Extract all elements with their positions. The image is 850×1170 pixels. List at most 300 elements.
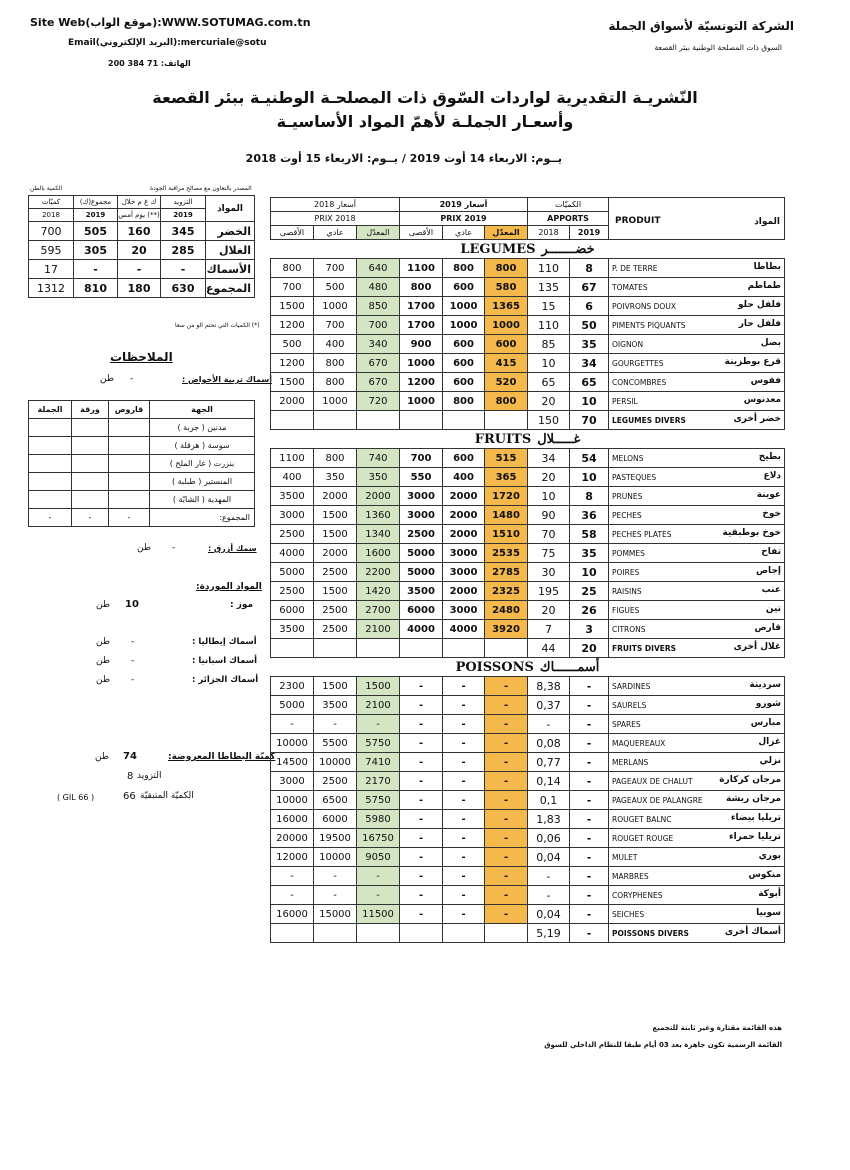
product-cell: [609, 506, 785, 525]
price2018-cell: 500: [271, 335, 314, 354]
price2018-cell: 670: [357, 373, 400, 392]
ports-h-caisse: قاروص: [109, 401, 150, 419]
ports-row: [29, 455, 255, 473]
price2019-cell: -: [443, 772, 485, 791]
section-title-ar: خضـــــــر: [541, 241, 595, 257]
price2018-cell: 350: [357, 468, 400, 487]
price2019-cell: 2000: [443, 582, 485, 601]
h-produit-cell: [609, 198, 785, 240]
qty2019-cell: 65: [570, 373, 609, 392]
price2018-cell: 2200: [357, 563, 400, 582]
price2018-cell: -: [271, 886, 314, 905]
product-cell: [609, 753, 785, 772]
price2019-cell: -: [400, 753, 443, 772]
product-fr: PASTEQUES: [612, 473, 657, 482]
potatoes-supply-label: التزويد: [137, 771, 162, 781]
ports-row: [29, 491, 255, 509]
price2018-cell: 1100: [271, 449, 314, 468]
price2019-cell: 1700: [400, 297, 443, 316]
product-ar: بطاطا: [753, 262, 782, 272]
price2019-cell: 800: [443, 259, 485, 278]
qty2018-cell: 0,04: [528, 848, 570, 867]
potatoes-remaining-label: الكميّة المتبقيّة: [140, 791, 194, 801]
ports-region: المهدية ( الشابّة ): [150, 491, 255, 509]
qty2019-cell: 35: [570, 544, 609, 563]
price2019-cell: 600: [443, 449, 485, 468]
summary-h-kgm-sub: يوم أمس (**): [118, 209, 161, 222]
product-cell: [609, 354, 785, 373]
import-label: أسماك اسبانيا :: [192, 656, 258, 666]
product-cell: [609, 525, 785, 544]
table-row: [271, 468, 785, 487]
section-title-fr: LEGUMES: [460, 241, 536, 257]
qty2019-cell: 20: [570, 639, 609, 658]
product-fr: TOMATES: [612, 283, 648, 292]
price2018-cell: 1500: [314, 582, 357, 601]
price2019-cell: 3500: [400, 582, 443, 601]
qty2018-cell: 0,1: [528, 791, 570, 810]
price2018-cell: 5000: [271, 563, 314, 582]
import-value: -: [131, 656, 135, 666]
h-y2019: 2019: [570, 226, 609, 240]
price2018-cell: 5980: [357, 810, 400, 829]
product-ar: بوري: [758, 851, 782, 861]
summary-row: [29, 222, 255, 241]
ports-total-label: المجموع:: [150, 509, 255, 527]
price2018-cell: 12000: [271, 848, 314, 867]
price2018-cell: 5000: [271, 696, 314, 715]
price2018-cell: 1000: [314, 297, 357, 316]
qty2018-cell: 75: [528, 544, 570, 563]
price2018-cell: 2170: [357, 772, 400, 791]
product-fr: PECHES: [612, 511, 642, 520]
qty2019-cell: 26: [570, 601, 609, 620]
product-ar: تريليا حمراء: [728, 832, 782, 842]
price2018-cell: 800: [314, 373, 357, 392]
h-normal: عادي: [314, 226, 357, 240]
qty2018-cell: 15: [528, 297, 570, 316]
qty2018-cell: -: [528, 886, 570, 905]
price2018-cell: 2000: [357, 487, 400, 506]
price2018-cell: 3500: [271, 620, 314, 639]
price2019-cell: 3000: [443, 563, 485, 582]
import-value: -: [131, 675, 135, 685]
price2019-cell: 1000: [400, 392, 443, 411]
basin-fish-label: أسماك تربية الأحواض :: [182, 375, 272, 384]
price2019-cell: 600: [443, 278, 485, 297]
product-ar: قارص: [754, 623, 782, 633]
product-fr: PERSIL: [612, 397, 638, 406]
qty2019-cell: 54: [570, 449, 609, 468]
product-cell: [609, 639, 785, 658]
product-ar: فلفل حلو: [738, 300, 782, 310]
h-normal: عادي: [443, 226, 485, 240]
section-header-row: [271, 658, 785, 677]
summary-h-total: مجموع(ك): [74, 196, 118, 209]
price2019-cell: 2535: [485, 544, 528, 563]
qty2018-cell: 110: [528, 316, 570, 335]
banana-unit: طن: [96, 600, 111, 610]
product-fr: FIGUES: [612, 606, 640, 615]
price2018-cell: 1360: [357, 506, 400, 525]
price2018-cell: [357, 411, 400, 430]
unit-note: الكمية بالطن: [30, 185, 63, 192]
ports-leaf-cell: [72, 455, 109, 473]
product-ar: أبوكة: [758, 889, 782, 899]
price2018-cell: 20000: [271, 829, 314, 848]
price2018-cell: -: [314, 886, 357, 905]
summary-row: [29, 279, 255, 298]
ports-leaf-cell: [72, 473, 109, 491]
ports-caisse-cell: [109, 437, 150, 455]
section-header-row: [271, 430, 785, 449]
table-row: [271, 848, 785, 867]
price2019-cell: 1700: [400, 316, 443, 335]
price2019-cell: -: [443, 753, 485, 772]
section-header: [271, 240, 785, 259]
price2019-cell: -: [400, 905, 443, 924]
potatoes-value: 74: [123, 751, 137, 762]
company-sub: السوق ذات المصلحة الوطنية ببئر القصعة: [654, 43, 782, 52]
product-fr: PIMENTS PIQUANTS: [612, 321, 686, 330]
qty2019-cell: -: [570, 734, 609, 753]
price2019-cell: 1510: [485, 525, 528, 544]
h-max: الأقصى: [271, 226, 314, 240]
section-title-fr: POISSONS: [455, 659, 534, 675]
product-ar: قرع بوطزينة: [724, 357, 782, 367]
qty2019-cell: -: [570, 810, 609, 829]
h-max: الأقصى: [400, 226, 443, 240]
summary-qty2018: 595: [29, 241, 74, 260]
h-moy: المعدّل: [485, 226, 528, 240]
product-ar: سردينة: [749, 680, 782, 690]
price2019-cell: 515: [485, 449, 528, 468]
product-fr: MAQUEREAUX: [612, 739, 666, 748]
product-cell: [609, 620, 785, 639]
qty2018-cell: 8,38: [528, 677, 570, 696]
product-ar: خضر أخرى: [733, 414, 782, 424]
qty2018-cell: 34: [528, 449, 570, 468]
price2019-cell: 3920: [485, 620, 528, 639]
ports-caisse-cell: [109, 473, 150, 491]
summary-qty2018: 1312: [29, 279, 74, 298]
summary-qty2018: 700: [29, 222, 74, 241]
qty2019-cell: 34: [570, 354, 609, 373]
price2018-cell: 15000: [314, 905, 357, 924]
price2018-cell: 3500: [314, 696, 357, 715]
product-cell: [609, 829, 785, 848]
summary-kgm: 160: [118, 222, 161, 241]
section-title: [475, 432, 581, 447]
price2018-cell: 2500: [314, 772, 357, 791]
qty2018-cell: 20: [528, 392, 570, 411]
table-row: [271, 620, 785, 639]
price2018-cell: 2000: [314, 544, 357, 563]
qty2018-cell: 65: [528, 373, 570, 392]
product-fr: ROUGET ROUGE: [612, 834, 674, 843]
price2018-cell: [314, 924, 357, 943]
product-ar: مرجان ريشة: [725, 794, 782, 804]
price2018-cell: 2700: [357, 601, 400, 620]
price2019-cell: -: [400, 848, 443, 867]
product-ar: مرجان كركارة: [719, 775, 782, 785]
price2019-cell: 600: [443, 354, 485, 373]
product-fr: CORYPHENES: [612, 891, 663, 900]
ports-caisse-cell: [109, 455, 150, 473]
price2018-cell: -: [314, 715, 357, 734]
price2019-cell: 3000: [443, 601, 485, 620]
product-ar: عوينة: [756, 490, 782, 500]
potatoes-supply-value: 8: [127, 771, 134, 782]
price2019-cell: -: [443, 867, 485, 886]
price2019-cell: 700: [400, 449, 443, 468]
price2019-cell: -: [443, 810, 485, 829]
section-header-row: [271, 240, 785, 259]
product-cell: [609, 544, 785, 563]
price2018-cell: 11500: [357, 905, 400, 924]
product-cell: [609, 316, 785, 335]
table-row: [271, 715, 785, 734]
ports-row: [29, 473, 255, 491]
price2018-cell: 10000: [271, 791, 314, 810]
price2019-cell: -: [443, 715, 485, 734]
product-ar: طماطم: [747, 281, 782, 291]
email: Email(البريد الإلكتروني):mercuriale@sotu: [68, 38, 267, 48]
table-row: [271, 867, 785, 886]
qty2018-cell: 0,37: [528, 696, 570, 715]
price2019-cell: 600: [443, 373, 485, 392]
product-ar: غلال أخرى: [733, 642, 782, 652]
price2018-cell: -: [314, 867, 357, 886]
product-fr: PECHES PLATES: [612, 530, 672, 539]
price2018-cell: 700: [271, 278, 314, 297]
product-ar: بطيخ: [758, 452, 782, 462]
price2019-cell: 800: [485, 392, 528, 411]
potatoes-remaining-note: ( GIL 66 ): [57, 793, 95, 802]
price2018-cell: 1500: [314, 677, 357, 696]
table-row: [271, 677, 785, 696]
summary-label: المجموع: [206, 279, 255, 298]
product-fr: FRUITS DIVERS: [612, 644, 677, 653]
price2018-cell: 670: [357, 354, 400, 373]
qty2018-cell: 135: [528, 278, 570, 297]
banana-value: 10: [125, 599, 139, 610]
import-label: أسماك الجزائر :: [192, 675, 259, 685]
price2019-cell: -: [443, 791, 485, 810]
qty2019-cell: 67: [570, 278, 609, 297]
price2018-cell: 4000: [271, 544, 314, 563]
qty2018-cell: 0,14: [528, 772, 570, 791]
table-row: [271, 373, 785, 392]
product-fr: OIGNON: [612, 340, 644, 349]
product-fr: PAGEAUX DE PALANGRE: [612, 796, 703, 805]
price2019-cell: -: [400, 715, 443, 734]
price2019-cell: 2480: [485, 601, 528, 620]
blue-fish-unit: طن: [137, 543, 152, 553]
price2018-cell: 350: [314, 468, 357, 487]
product-fr: MARBRES: [612, 872, 649, 881]
price2019-cell: 3000: [400, 506, 443, 525]
price2018-cell: 10000: [314, 848, 357, 867]
summary-supply: 285: [161, 241, 206, 260]
price2018-cell: 2500: [314, 620, 357, 639]
product-cell: [609, 772, 785, 791]
source-note: المصدر بالتعاون مع مصالح مراقبة الجودة: [150, 185, 252, 192]
price2019-cell: -: [400, 810, 443, 829]
table-row: [271, 734, 785, 753]
table-row: [271, 639, 785, 658]
product-cell: [609, 392, 785, 411]
price2019-cell: 800: [400, 278, 443, 297]
price2019-cell: 1000: [443, 316, 485, 335]
price2019-cell: 1000: [485, 316, 528, 335]
price2018-cell: 10000: [314, 753, 357, 772]
table-row: [271, 411, 785, 430]
section-title-fr: FRUITS: [474, 431, 532, 447]
product-cell: [609, 487, 785, 506]
product-ar: إجاص: [755, 566, 782, 576]
product-ar: تين: [765, 604, 782, 614]
price2019-cell: -: [485, 677, 528, 696]
summary-supply: 345: [161, 222, 206, 241]
ports-total-cell: [29, 455, 72, 473]
price2018-cell: 480: [357, 278, 400, 297]
blue-fish-value: -: [172, 543, 176, 553]
price2019-cell: 1720: [485, 487, 528, 506]
table-row: [271, 563, 785, 582]
section-header: [271, 658, 785, 677]
product-ar: خوخ بوطبقية: [722, 528, 782, 538]
product-fr: PRUNES: [612, 492, 643, 501]
qty2018-cell: 70: [528, 525, 570, 544]
h-apports: APPORTS: [528, 212, 609, 226]
price2019-cell: 2785: [485, 563, 528, 582]
summary-label: الغلال: [206, 241, 255, 260]
ports-h-total: الجملة: [29, 401, 72, 419]
price2018-cell: [271, 411, 314, 430]
price2019-cell: 400: [443, 468, 485, 487]
qty2018-cell: 7: [528, 620, 570, 639]
ports-region: مدنين ( جربة ): [150, 419, 255, 437]
price2018-cell: 1500: [357, 677, 400, 696]
price2019-cell: -: [485, 753, 528, 772]
qty2019-cell: -: [570, 715, 609, 734]
summary-supply: 630: [161, 279, 206, 298]
price2018-cell: 1500: [271, 297, 314, 316]
summary-label: الأسماك: [206, 260, 255, 279]
price2018-cell: [271, 924, 314, 943]
product-ar: سوبيا: [756, 908, 782, 918]
product-cell: [609, 335, 785, 354]
product-fr: POIVRONS DOUX: [612, 302, 676, 311]
qty2019-cell: -: [570, 753, 609, 772]
price2019-cell: 580: [485, 278, 528, 297]
product-ar: فقوس: [750, 376, 782, 386]
price2019-cell: 900: [400, 335, 443, 354]
price2018-cell: 6000: [314, 810, 357, 829]
section-title-ar: أسمــــــاك: [539, 659, 600, 675]
qty2018-cell: 20: [528, 468, 570, 487]
price2019-cell: 5000: [400, 544, 443, 563]
price2019-cell: 2000: [443, 487, 485, 506]
product-fr: MELONS: [612, 454, 644, 463]
qty2018-cell: 90: [528, 506, 570, 525]
price2018-cell: 16000: [271, 905, 314, 924]
price2019-cell: -: [485, 772, 528, 791]
price2019-cell: 1000: [443, 297, 485, 316]
price2019-cell: [400, 639, 443, 658]
qty2018-cell: -: [528, 715, 570, 734]
table-row: [271, 886, 785, 905]
price2018-cell: 10000: [271, 734, 314, 753]
price2018-cell: -: [357, 715, 400, 734]
qty2019-cell: 3: [570, 620, 609, 639]
product-fr: GOURGETTES: [612, 359, 664, 368]
ports-caisse-cell: [109, 491, 150, 509]
summary-h-kgm: ك غ م خلال: [118, 196, 161, 209]
qty2019-cell: 36: [570, 506, 609, 525]
table-row: [271, 544, 785, 563]
price2019-cell: -: [485, 715, 528, 734]
table-row: [271, 259, 785, 278]
qty2019-cell: 70: [570, 411, 609, 430]
product-fr: SPARES: [612, 720, 641, 729]
price2019-cell: [485, 411, 528, 430]
summary-supply: -: [161, 260, 206, 279]
summary-kgm: -: [118, 260, 161, 279]
price2019-cell: -: [443, 696, 485, 715]
price2018-cell: 640: [357, 259, 400, 278]
summary-qty2018: 17: [29, 260, 74, 279]
qty2018-cell: 110: [528, 259, 570, 278]
table-row: [271, 297, 785, 316]
price2018-cell: 2100: [357, 696, 400, 715]
price2019-cell: -: [400, 772, 443, 791]
footer-note1: هذه القائمة مقتارة وغير ثابتة للتجميع: [652, 1024, 782, 1032]
price2019-cell: 1200: [400, 373, 443, 392]
qty2019-cell: -: [570, 905, 609, 924]
product-ar: بصل: [760, 338, 782, 348]
price2019-cell: -: [485, 696, 528, 715]
table-row: [271, 810, 785, 829]
qty2018-cell: 30: [528, 563, 570, 582]
section-title: [456, 660, 600, 675]
qty2018-cell: 0,04: [528, 905, 570, 924]
product-ar: خوخ: [762, 509, 782, 519]
product-fr: SAURELS: [612, 701, 647, 710]
price2019-cell: 4000: [443, 620, 485, 639]
product-ar: دلاع: [763, 471, 782, 481]
summary-h-year: 2018: [29, 209, 74, 222]
product-cell: [609, 791, 785, 810]
qty2019-cell: 50: [570, 316, 609, 335]
price2018-cell: 2000: [314, 487, 357, 506]
summary-h-year: 2019: [161, 209, 206, 222]
price2018-cell: 9050: [357, 848, 400, 867]
product-fr: CONCOMBRES: [612, 378, 667, 387]
product-ar: منكوس: [748, 870, 782, 880]
summary-row: [29, 260, 255, 279]
product-cell: [609, 449, 785, 468]
qty2019-cell: 10: [570, 392, 609, 411]
product-ar: فلفل حار: [738, 319, 782, 329]
price2018-cell: -: [357, 867, 400, 886]
price2018-cell: 3000: [271, 506, 314, 525]
price2019-cell: 800: [443, 392, 485, 411]
product-cell: [609, 373, 785, 392]
summary-label: الخضر: [206, 222, 255, 241]
price2019-cell: -: [400, 677, 443, 696]
